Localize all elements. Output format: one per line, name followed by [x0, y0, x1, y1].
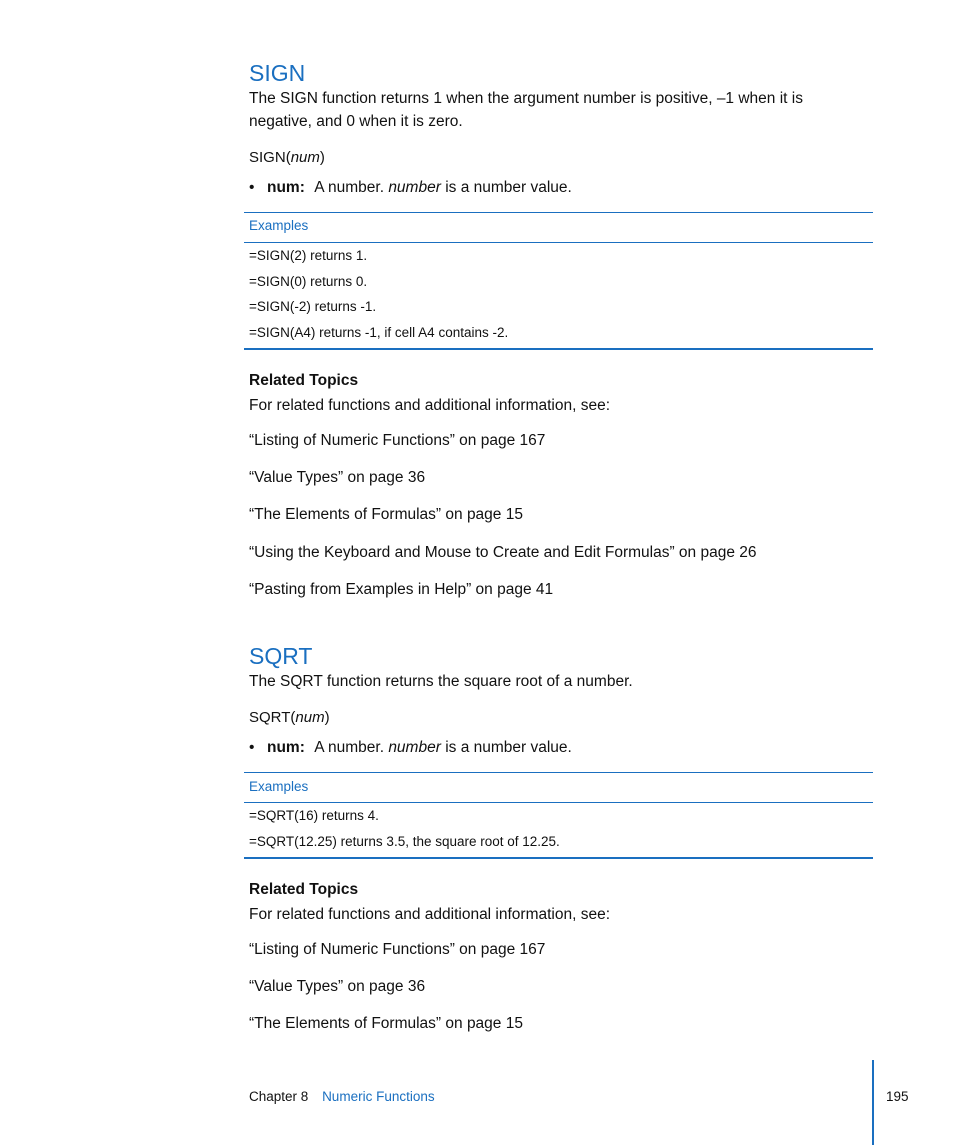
sign-related-link-2[interactable]: “Value Types” on page 36: [249, 469, 426, 486]
sqrt-example-2: =SQRT(12.25) returns 3.5, the square root of 12.25.: [249, 834, 560, 849]
sqrt-related-link-3[interactable]: “The Elements of Formulas” on page 15: [249, 1015, 523, 1032]
footer-section: Numeric Functions: [322, 1089, 435, 1104]
examples-header-rule: [244, 242, 873, 243]
sqrt-example-1: =SQRT(16) returns 4.: [249, 808, 379, 823]
bullet-dot: •: [249, 739, 255, 756]
sign-related-link-5[interactable]: “Pasting from Examples in Help” on page 41: [249, 581, 554, 598]
sign-related-heading: Related Topics: [249, 372, 359, 389]
argument-desc-suffix: is a number value.: [445, 739, 572, 756]
footer-chapter: Chapter 8: [249, 1089, 309, 1104]
sign-related-link-1[interactable]: “Listing of Numeric Functions” on page 167: [249, 432, 546, 449]
page-footer: [249, 1089, 435, 1104]
argument-name: num:: [267, 739, 305, 756]
sqrt-examples-heading: Examples: [249, 779, 309, 794]
sqrt-description: The SQRT function returns the square root of a number.: [249, 673, 633, 690]
sign-syntax: SIGN(num): [249, 149, 325, 166]
examples-bottom-rule: [244, 348, 873, 350]
syntax-function: SIGN: [249, 149, 286, 166]
syntax-argument: num: [290, 149, 320, 166]
examples-top-rule: [244, 212, 873, 213]
examples-header-rule: [244, 802, 873, 803]
sign-argument-item: [249, 179, 849, 197]
examples-bottom-rule: [244, 857, 873, 859]
sign-examples-heading: Examples: [249, 218, 309, 233]
syntax-function: SQRT: [249, 709, 291, 726]
sign-example-3: =SIGN(-2) returns -1.: [249, 299, 377, 314]
examples-top-rule: [244, 772, 873, 773]
sqrt-related-heading: Related Topics: [249, 881, 359, 898]
argument-desc-prefix: A number.: [314, 179, 384, 196]
sqrt-related-link-1[interactable]: “Listing of Numeric Functions” on page 167: [249, 941, 546, 958]
sign-example-2: =SIGN(0) returns 0.: [249, 274, 368, 289]
sign-description-line1: The SIGN function returns 1 when the argument number is positive, –1 when it is: [249, 90, 803, 107]
footer-divider: [872, 1060, 874, 1145]
syntax-argument: num: [295, 709, 325, 726]
argument-desc-italic: number: [388, 179, 441, 196]
sign-related-link-3[interactable]: “The Elements of Formulas” on page 15: [249, 506, 523, 523]
bullet-dot: •: [249, 179, 255, 196]
argument-desc-suffix: is a number value.: [445, 179, 572, 196]
sqrt-syntax: SQRT(num): [249, 709, 330, 726]
sqrt-related-intro: For related functions and additional information, see:: [249, 906, 611, 923]
sqrt-argument-item: [249, 739, 849, 757]
argument-name: num:: [267, 179, 305, 196]
argument-desc-prefix: A number.: [314, 739, 384, 756]
sign-description-line2: negative, and 0 when it is zero.: [249, 113, 463, 130]
argument-desc-italic: number: [388, 739, 441, 756]
sqrt-related-link-2[interactable]: “Value Types” on page 36: [249, 978, 426, 995]
sign-related-intro: For related functions and additional information, see:: [249, 397, 611, 414]
sign-related-link-4[interactable]: “Using the Keyboard and Mouse to Create and Edit Formulas” on page 26: [249, 544, 757, 561]
sign-example-4: =SIGN(A4) returns -1, if cell A4 contains -2.: [249, 325, 509, 340]
page-number: 195: [886, 1089, 909, 1104]
sign-title: SIGN: [249, 60, 306, 86]
sign-example-1: =SIGN(2) returns 1.: [249, 248, 368, 263]
sqrt-title: SQRT: [249, 643, 313, 669]
